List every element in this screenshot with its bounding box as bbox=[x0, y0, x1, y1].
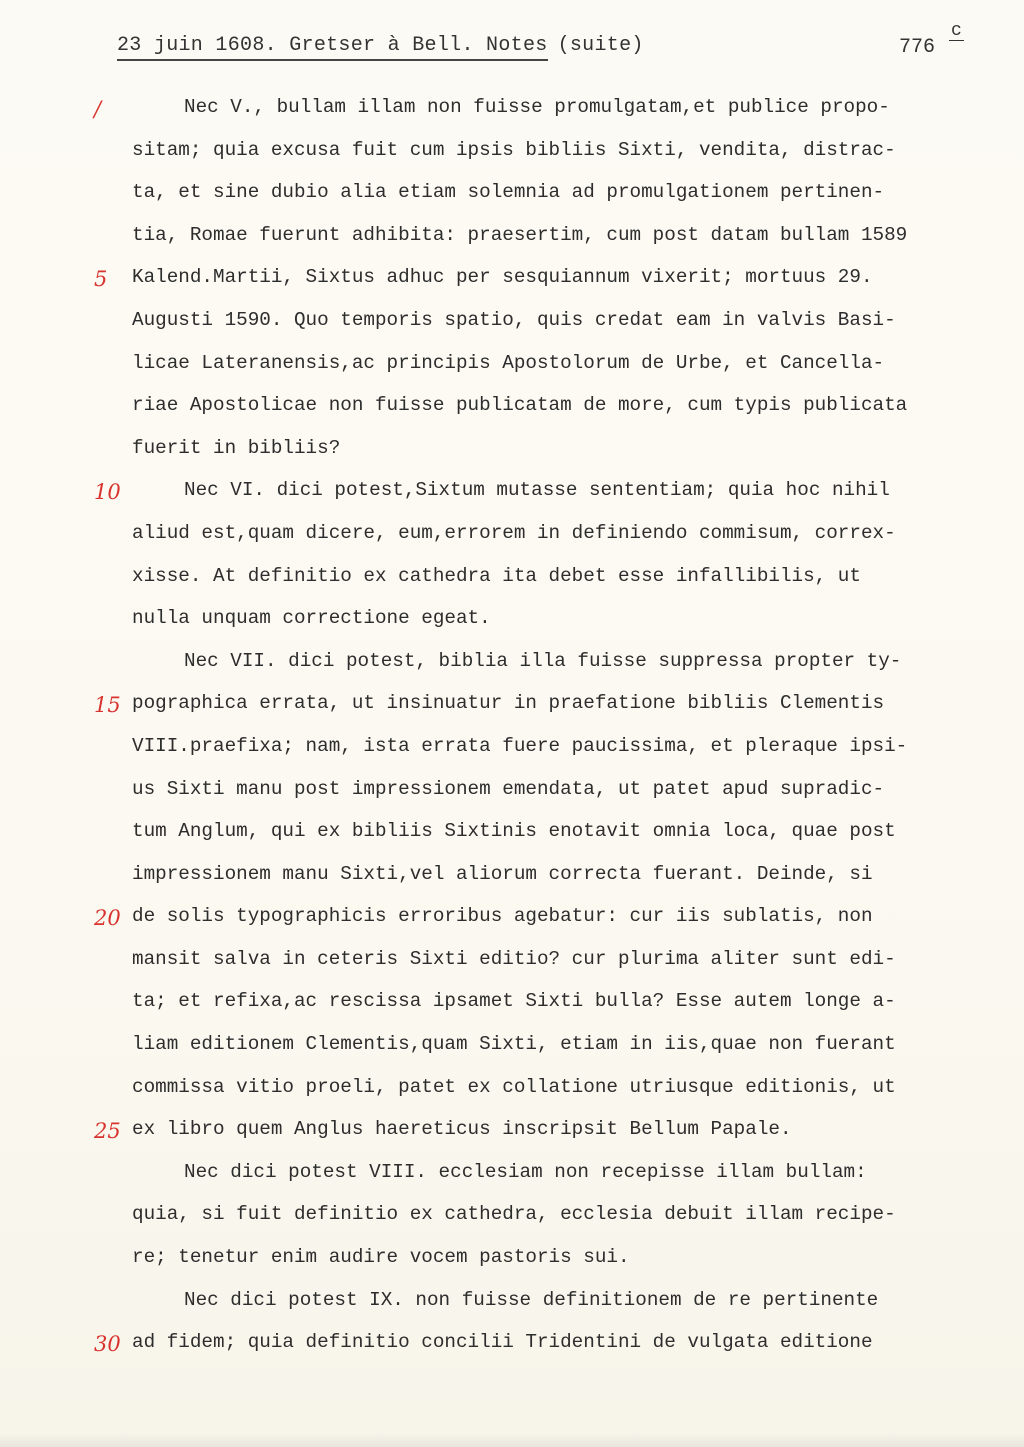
line-number-mark: 20 bbox=[94, 906, 121, 931]
line-text: Augusti 1590. Quo temporis spatio, quis credat eam in valvis Basi- bbox=[132, 308, 896, 331]
text-line bbox=[0, 814, 1024, 857]
line-text: us Sixti manu post impressionem emendata, ut patet apud supradic- bbox=[132, 777, 885, 800]
text-line bbox=[0, 218, 1024, 261]
line-text: sitam; quia excusa fuit cum ipsis bibliis Sixti, vendita, distrac- bbox=[132, 138, 896, 161]
line-number-mark: / bbox=[94, 97, 102, 121]
page-header bbox=[117, 34, 644, 61]
line-text: Nec dici potest VIII. ecclesiam non recepisse illam bullam: bbox=[184, 1160, 867, 1183]
line-text: fuerit in bibliis? bbox=[132, 436, 341, 459]
text-line bbox=[0, 1027, 1024, 1070]
text-line bbox=[0, 1070, 1024, 1113]
text-line bbox=[0, 260, 1024, 303]
text-line bbox=[0, 899, 1024, 942]
line-text: Nec VI. dici potest,Sixtum mutasse sententiam; quia hoc nihil bbox=[184, 479, 890, 502]
text-line bbox=[0, 1112, 1024, 1155]
line-text: quia, si fuit definitio ex cathedra, ecclesia debuit illam recipe- bbox=[132, 1203, 896, 1226]
document-body bbox=[0, 90, 1024, 1368]
line-number-mark: 15 bbox=[94, 693, 121, 718]
text-line bbox=[0, 644, 1024, 687]
line-text: xisse. At definitio ex cathedra ita debet esse infallibilis, ut bbox=[132, 564, 861, 587]
line-text: tum Anglum, qui ex bibliis Sixtinis enotavit omnia loca, quae post bbox=[132, 820, 896, 843]
line-text: riae Apostolicae non fuisse publicatam de more, cum typis publicata bbox=[132, 394, 908, 417]
text-line bbox=[0, 1283, 1024, 1326]
text-line bbox=[0, 388, 1024, 431]
text-line bbox=[0, 473, 1024, 516]
line-text: tia, Romae fuerunt adhibita: praesertim, cum post datam bullam 1589 bbox=[132, 223, 908, 246]
line-text: re; tenetur enim audire vocem pastoris sui. bbox=[132, 1246, 630, 1269]
line-text: Nec V., bullam illam non fuisse promulgatam,et publice propo- bbox=[184, 96, 890, 118]
line-text: aliud est,quam dicere, eum,errorem in definiendo commisum, correx- bbox=[132, 521, 896, 544]
page-edge-shadow bbox=[0, 1433, 1024, 1447]
text-line bbox=[0, 346, 1024, 389]
text-line bbox=[0, 431, 1024, 474]
line-text: impressionem manu Sixti,vel aliorum correcta fuerant. Deinde, si bbox=[132, 862, 873, 885]
text-line bbox=[0, 175, 1024, 218]
text-line bbox=[0, 686, 1024, 729]
text-line bbox=[0, 90, 1024, 133]
line-text: Nec dici potest IX. non fuisse definitionem de re pertinente bbox=[184, 1288, 879, 1311]
text-line bbox=[0, 303, 1024, 346]
text-line bbox=[0, 729, 1024, 772]
line-text: ex libro quem Anglus haereticus inscripsit Bellum Papale. bbox=[132, 1118, 792, 1141]
line-text: de solis typographicis erroribus agebatur: cur iis sublatis, non bbox=[132, 905, 873, 928]
line-text: Kalend.Martii, Sixtus adhuc per sesquiannum vixerit; mortuus 29. bbox=[132, 266, 873, 289]
text-line bbox=[0, 1197, 1024, 1240]
text-line bbox=[0, 516, 1024, 559]
line-number-mark: 25 bbox=[94, 1119, 121, 1144]
text-line bbox=[0, 559, 1024, 602]
line-text: mansit salva in ceteris Sixti editio? cur plurima aliter sunt edi- bbox=[132, 947, 896, 970]
line-number-mark: 5 bbox=[94, 267, 108, 292]
line-text: pographica errata, ut insinuatur in praefatione bibliis Clementis bbox=[132, 692, 885, 715]
line-number-mark: 30 bbox=[94, 1332, 121, 1357]
line-text: VIII.praefixa; nam, ista errata fuere paucissima, et pleraque ipsi- bbox=[132, 734, 908, 757]
line-text: liam editionem Clementis,quam Sixti, etiam in iis,quae non fuerant bbox=[132, 1033, 896, 1056]
header-suite: (suite) bbox=[557, 34, 644, 57]
text-line bbox=[0, 1240, 1024, 1283]
page-number: 776 bbox=[899, 36, 936, 59]
page-mark: c bbox=[951, 21, 962, 41]
line-text: Nec VII. dici potest, biblia illa fuisse suppressa propter ty- bbox=[184, 649, 902, 672]
line-text: commissa vitio proeli, patet ex collatione utriusque editionis, ut bbox=[132, 1075, 896, 1098]
line-text: ta, et sine dubio alia etiam solemnia ad promulgationem pertinen- bbox=[132, 181, 885, 204]
text-line bbox=[0, 857, 1024, 900]
text-line bbox=[0, 133, 1024, 176]
line-text: ta; et refixa,ac rescissa ipsamet Sixti bulla? Esse autem longe a- bbox=[132, 990, 896, 1013]
text-line bbox=[0, 772, 1024, 815]
header-title: 23 juin 1608. Gretser à Bell. Notes bbox=[117, 34, 548, 61]
text-line bbox=[0, 984, 1024, 1027]
line-text: nulla unquam correctione egeat. bbox=[132, 607, 491, 630]
text-line bbox=[0, 1325, 1024, 1368]
line-text: ad fidem; quia definitio concilii Tridentini de vulgata editione bbox=[132, 1331, 873, 1354]
text-line bbox=[0, 1155, 1024, 1198]
line-number-mark: 10 bbox=[94, 480, 121, 505]
line-text: licae Lateranensis,ac principis Apostolorum de Urbe, et Cancella- bbox=[132, 351, 885, 374]
text-line bbox=[0, 942, 1024, 985]
text-line bbox=[0, 601, 1024, 644]
